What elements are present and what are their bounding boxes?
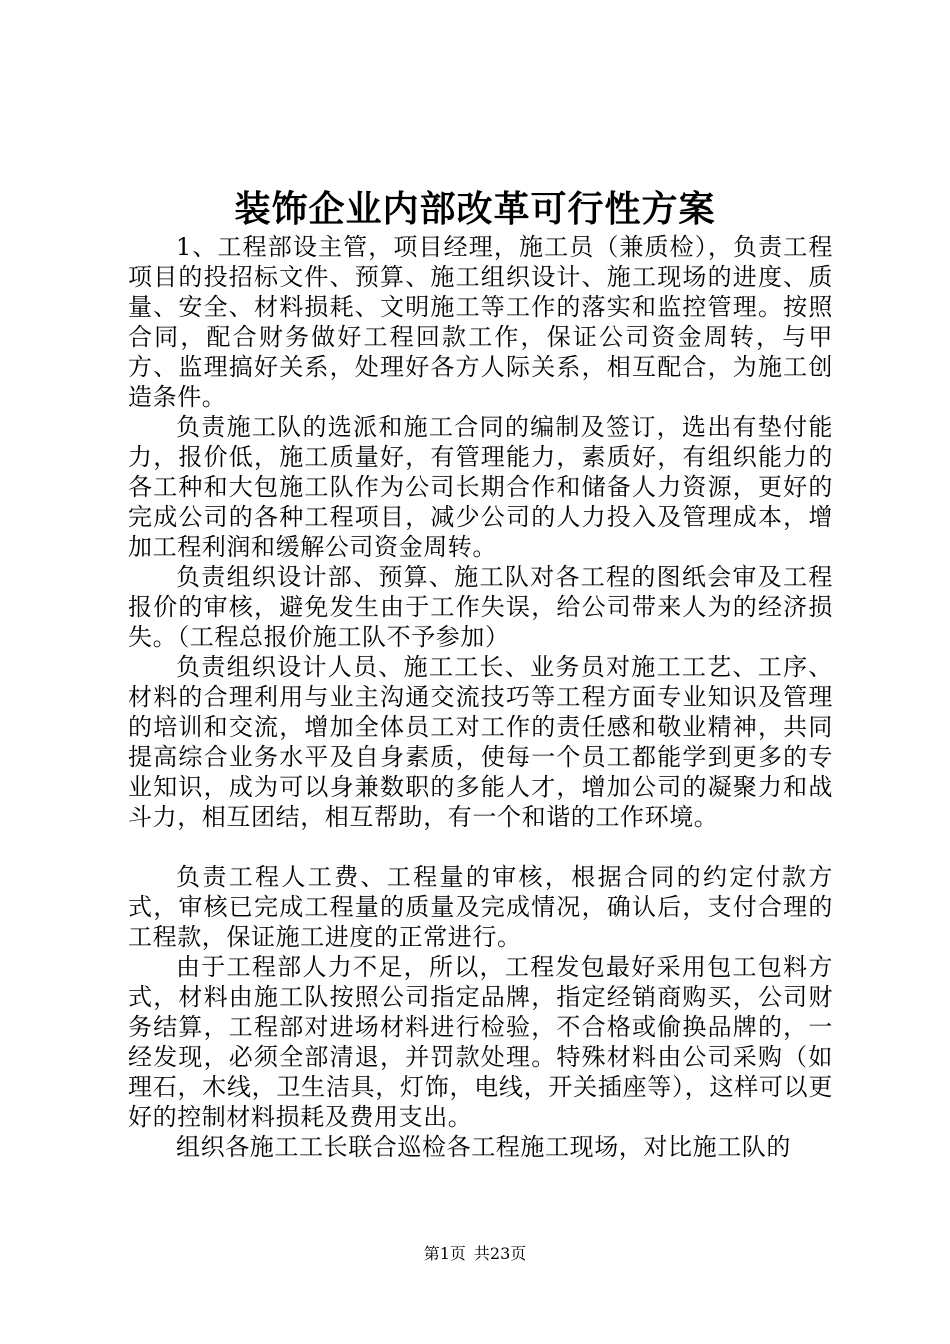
paragraph-6: 由于工程部人力不足，所以，工程发包最好采用包工包料方式，材料由施工队按照公司指定品牌，指定经销商购买，公司财务结算，工程部对进场材料进行检验，不合格或偷换品牌的，一经发现，必须全部清退，并罚款处理。特殊材料由公司采购（如理石，木线，卫生洁具，灯饰，电线，开关插座等），这样可以更好的控制材料损耗及费用支出。 [128, 953, 833, 1131]
paragraph-spacer [128, 832, 833, 862]
page-current: 第1页 [423, 1244, 466, 1263]
document-title: 装饰企业内部改革可行性方案 [234, 188, 716, 230]
page-total: 共23页 [473, 1244, 527, 1263]
paragraph-2: 负责施工队的选派和施工合同的编制及签订，选出有垫付能力，报价低，施工质量好，有管理能力，素质好，有组织能力的各工种和大包施工队作为公司长期合作和储备人力资源，更好的完成公司的各种工程项目，减少公司的人力投入及管理成本，增加工程利润和缓解公司资金周转。 [128, 413, 833, 561]
page-footer [0, 1243, 950, 1265]
paragraph-7: 组织各施工工长联合巡检各工程施工现场，对比施工队的 [176, 1133, 791, 1161]
paragraph-3: 负责组织设计部、预算、施工队对各工程的图纸会审及工程报价的审核，避免发生由于工作失误，给公司带来人为的经济损失。（工程总报价施工队不予参加） [128, 563, 833, 651]
paragraph-1: 1、工程部设主管，项目经理，施工员（兼质检），负责工程项目的投招标文件、预算、施工组织设计、施工现场的进度、质量、安全、材料损耗、文明施工等工作的落实和监控管理。按照合同，配合财务做好工程回款工作，保证公司资金周转，与甲方、监理搞好关系，处理好各方人际关系，相互配合，为施工创造条件。 [128, 233, 833, 411]
document-body [128, 232, 833, 1162]
paragraph-5: 负责工程人工费、工程量的审核，根据合同的约定付款方式，审核已完成工程量的质量及完成情况，确认后，支付合理的工程款，保证施工进度的正常进行。 [128, 863, 833, 951]
paragraph-4: 负责组织设计人员、施工工长、业务员对施工工艺、工序、材料的合理利用与业主沟通交流技巧等工程方面专业知识及管理的培训和交流，增加全体员工对工作的责任感和敬业精神，共同提高综合业务水平及自身素质，使每一个员工都能学到更多的专业知识，成为可以身兼数职的多能人才，增加公司的凝聚力和战斗力，相互团结，相互帮助，有一个和谐的工作环境。 [128, 653, 833, 831]
